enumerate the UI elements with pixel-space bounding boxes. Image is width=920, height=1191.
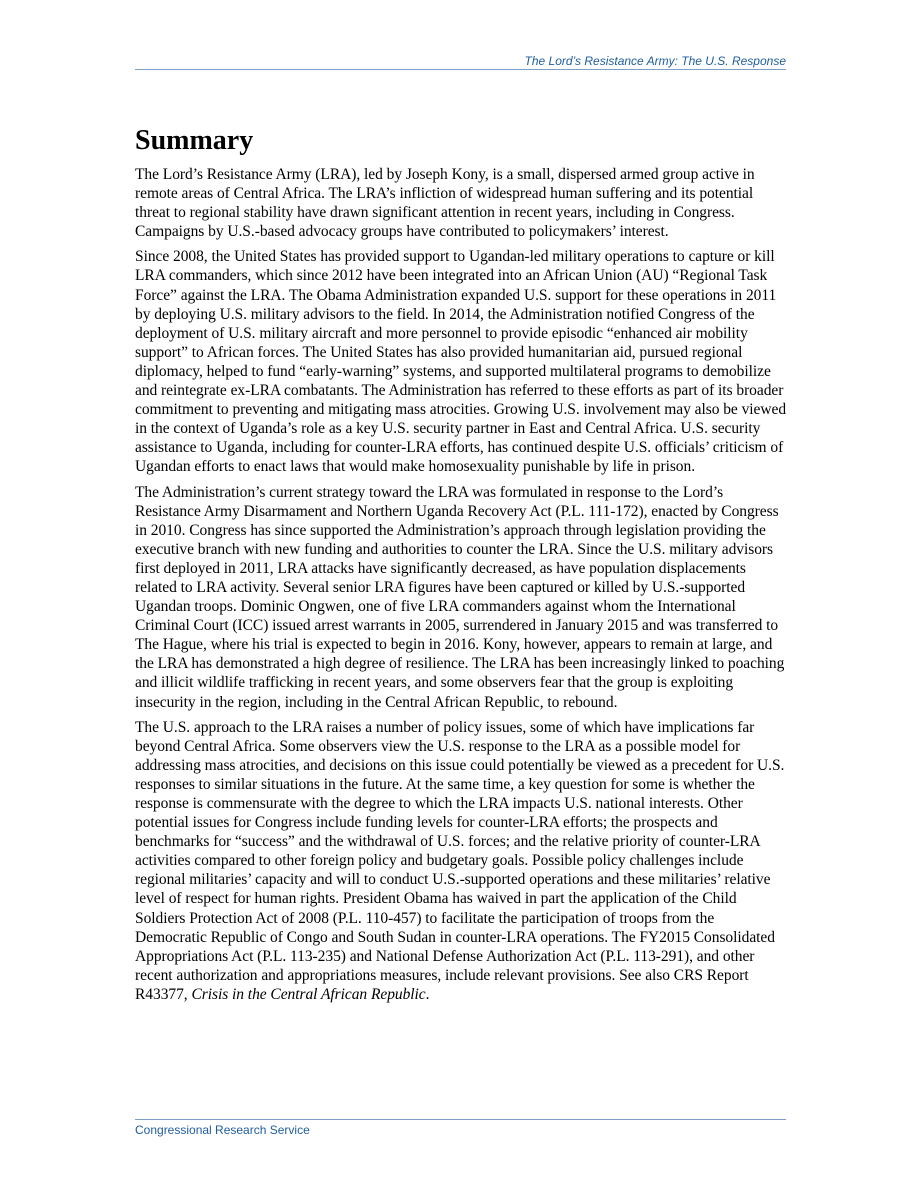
header-divider — [135, 69, 786, 70]
footer-divider — [135, 1119, 786, 1120]
summary-paragraph-2: Since 2008, the United States has provided support to Ugandan-led military operations to capture or kill LRA commanders, which since 2012 have been integrated into an African Union (AU) “Regional Task Force” against the LRA. The Obama Administration expanded U.S. support for these operations in 2011 by deploying U.S. military advisors to the field. In 2014, the Administration notified Congress of the deployment of U.S. military aircraft and more personnel to provide episodic “enhanced air mobility support” to African forces. The United States has also provided humanitarian aid, pursued regional diplomacy, helped to fund “early-warning” systems, and supported multilateral programs to demobilize and reintegrate ex-LRA combatants. The Administration has referred to these efforts as part of its broader commitment to preventing and mitigating mass atrocities. Growing U.S. involvement may also be viewed in the context of Uganda’s role as a key U.S. security partner in East and Central Africa. U.S. security assistance to Uganda, including for counter-LRA efforts, has continued despite U.S. officials’ criticism of Ugandan efforts to enact laws that would make homosexuality punishable by life in prison. — [135, 248, 787, 476]
main-content — [135, 122, 787, 1010]
crs-report-title: Crisis in the Central African Republic — [191, 985, 426, 1003]
summary-paragraph-4-ending: . — [425, 985, 430, 1003]
summary-paragraph-4-text: The U.S. approach to the LRA raises a number of policy issues, some of which have implications far beyond Central Africa. Some observers view the U.S. response to the LRA as a possible model for addressing mass atrocities, and decisions on this issue could potentially be viewed as a precedent for U.S. responses to similar situations in the future. At the same time, a key question for some is whether the response is commensurate with the degree to which the LRA impacts U.S. national interests. Other potential issues for Congress include funding levels for counter-LRA efforts; the prospects and benchmarks for “success” and the withdrawal of U.S. forces; and the relative priority of counter-LRA activities compared to other foreign policy and budgetary goals. Possible policy challenges include regional militaries’ capacity and will to conduct U.S.-supported operations and these militaries’ relative level of respect for human rights. President Obama has waived in part the application of the Child Soldiers Protection Act of 2008 (P.L. 110-457) to facilitate the participation of troops from the Democratic Republic of Congo and South Sudan in counter-LRA operations. The FY2015 Consolidated Appropriations Act (P.L. 113-235) and National Defense Authorization Act (P.L. 113-291), and other recent authorization and appropriations measures, include relevant provisions. See also CRS Report R43377, — [135, 718, 785, 1003]
summary-paragraph-1: The Lord’s Resistance Army (LRA), led by Joseph Kony, is a small, dispersed armed group active in remote areas of Central Africa. The LRA’s infliction of widespread human suffering and its potential threat to regional stability have drawn significant attention in recent years, including in Congress. Campaigns by U.S.-based advocacy groups have contributed to policymakers’ interest. — [135, 166, 755, 241]
page-title: Summary — [135, 125, 254, 156]
summary-paragraph-4 — [135, 718, 787, 1004]
summary-paragraph-3: The Administration’s current strategy toward the LRA was formulated in response to the Lord’s Resistance Army Disarmament and Northern Uganda Recovery Act (P.L. 111-172), enacted by Congress in 2010. Congress has since supported the Administration’s approach through legislation providing the executive branch with new funding and authorities to counter the LRA. Since the U.S. military advisors first deployed in 2011, LRA attacks have significantly decreased, as have population displacements related to LRA activity. Several senior LRA figures have been captured or killed by U.S.-supported Ugandan troops. Dominic Ongwen, one of five LRA commanders against whom the International Criminal Court (ICC) issued arrest warrants in 2005, surrendered in January 2015 and was transferred to The Hague, where his trial is expected to begin in 2016. Kony, however, appears to remain at large, and the LRA has demonstrated a high degree of resilience. The LRA has been increasingly linked to poaching and illicit wildlife trafficking in recent years, and some observers fear that the group is exploiting insecurity in the region, including in the Central African Republic, to rebound. — [135, 483, 785, 711]
running-header-title: The Lord’s Resistance Army: The U.S. Response — [524, 54, 786, 68]
footer-organization: Congressional Research Service — [135, 1123, 310, 1137]
